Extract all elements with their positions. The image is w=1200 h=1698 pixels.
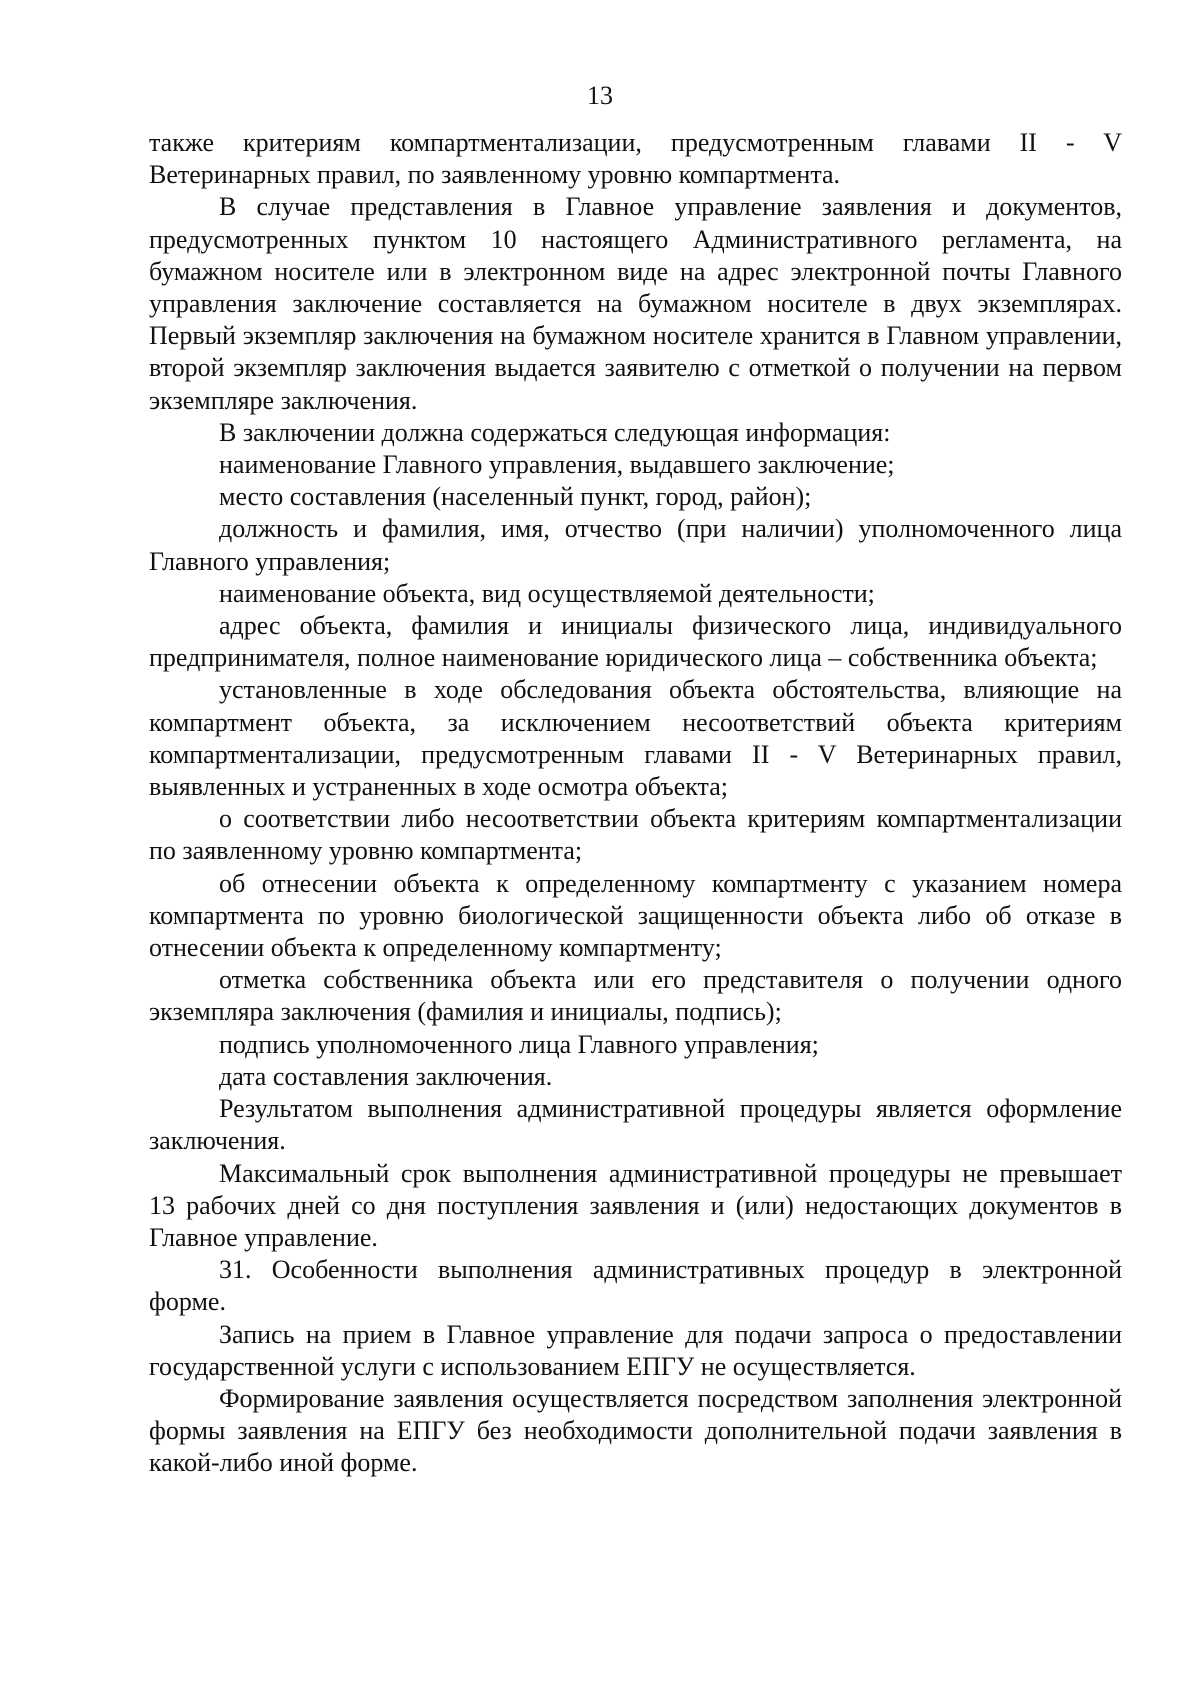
paragraph-result: Результатом выполнения административной процедуры является оформление заключения. <box>149 1094 1122 1156</box>
list-item-object-name: наименование объекта, вид осуществляемой деятельности; <box>219 578 875 608</box>
list-item-compliance: о соответствии либо несоответствии объекта критериям компартментализации по заявленному уровню компартмента; <box>149 804 1122 866</box>
list-item-place: место составления (населенный пункт, город, район); <box>219 482 812 512</box>
paragraph-continuation: также критериям компартментализации, предусмотренным главами II - V Ветеринарных правил, по заявленному уровню компартмента. <box>149 128 1122 190</box>
paragraph-submission-case: В случае представления в Главное управление заявления и документов, предусмотренных пунктом 10 настоящего Административного регламента, на бумажном носителе или в электронном виде на адрес электронной почты Главного управления заключение составляется на бумажном носителе в двух экземплярах. Первый экземпляр заключения на бумажном носителе хранится в Главном управлении, второй экземпляр заключения выдается заявителю с отметкой о получении на первом экземпляре заключения. <box>149 192 1122 415</box>
list-item-circumstances: установленные в ходе обследования объекта обстоятельства, влияющие на компартмент объекта, за исключением несоответствий объекта критериям компартментализации, предусмотренным главами II - V Ветеринарных правил, выявленных и устраненных в ходе осмотра объекта; <box>149 675 1122 802</box>
document-body <box>149 127 1122 1480</box>
list-item-object-address: адрес объекта, фамилия и инициалы физического лица, индивидуального предпринимателя, полное наименование юридического лица – собственника объекта; <box>149 611 1122 673</box>
list-item-owner-receipt: отметка собственника объекта или его представителя о получении одного экземпляра заключения (фамилия и инициалы, подпись); <box>149 965 1122 1027</box>
list-item-signature: подпись уполномоченного лица Главного управления; <box>219 1029 819 1059</box>
paragraph-appointment: Запись на прием в Главное управление для подачи запроса о предоставлении государственной услуги с использованием ЕПГУ не осуществляется. <box>149 1319 1122 1381</box>
list-item-compartment-assignment: об отнесении объекта к определенному компартменту с указанием номера компартмента по уровню биологической защищенности объекта либо об отказе в отнесении объекта к определенному компартменту; <box>149 868 1122 963</box>
list-item-official: должность и фамилия, имя, отчество (при наличии) уполномоченного лица Главного управления; <box>149 514 1122 576</box>
paragraph-info-intro: В заключении должна содержаться следующая информация: <box>219 417 891 447</box>
paragraph-max-term: Максимальный срок выполнения административной процедуры не превышает 13 рабочих дней со дня поступления заявления и (или) недостающих документов в Главное управление. <box>149 1158 1122 1252</box>
section-31-heading: 31. Особенности выполнения административных процедур в электронной форме. <box>149 1255 1122 1317</box>
list-item-authority-name: наименование Главного управления, выдавшего заключение; <box>219 450 895 480</box>
page-number: 13 <box>587 81 613 110</box>
list-item-date: дата составления заключения. <box>219 1061 553 1091</box>
paragraph-form-filling: Формирование заявления осуществляется посредством заполнения электронной формы заявления на ЕПГУ без необходимости дополнительной подачи заявления в какой-либо иной форме. <box>149 1383 1122 1478</box>
